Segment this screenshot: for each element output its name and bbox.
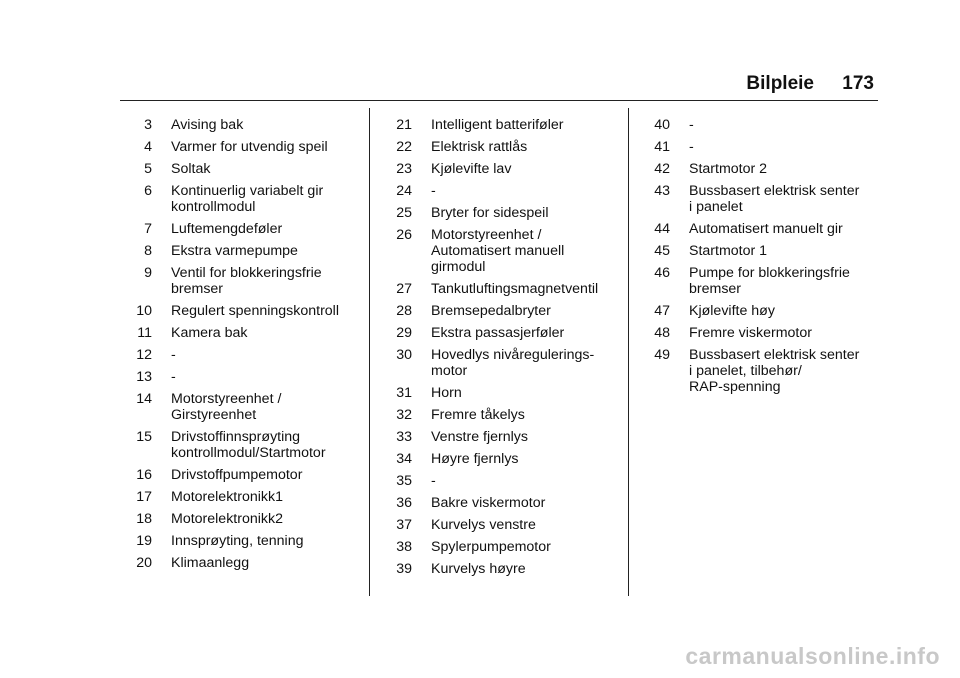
list-item (388, 517, 618, 533)
item-text: Bremsepedalbryter (431, 303, 551, 319)
fuse-list-column-3 (646, 117, 876, 401)
item-number: 26 (396, 227, 412, 243)
item-number: 20 (136, 555, 152, 571)
item-text: Fremre tåkelys (431, 407, 525, 423)
item-number: 13 (136, 369, 152, 385)
item-number: 28 (396, 303, 412, 319)
item-text: - (431, 473, 436, 489)
list-item (126, 243, 362, 259)
item-text: Bussbasert elektrisk senter i panelet, tilbehør/ RAP-spenning (689, 347, 860, 395)
item-text: Regulert spenningskontroll (171, 303, 339, 319)
list-item (388, 385, 618, 401)
item-text: Motorelektronikk1 (171, 489, 283, 505)
list-item (646, 221, 876, 237)
item-text: Venstre fjernlys (431, 429, 528, 445)
item-number: 9 (144, 265, 152, 281)
item-text: Kontinuerlig variabelt gir kontrollmodul (171, 183, 324, 215)
item-text: Bryter for sidespeil (431, 205, 549, 221)
page-title: Bilpleie (746, 73, 814, 94)
item-number: 37 (396, 517, 412, 533)
item-number: 42 (654, 161, 670, 177)
list-item (646, 183, 876, 215)
list-item (388, 429, 618, 445)
item-number: 47 (654, 303, 670, 319)
item-text: Klimaanlegg (171, 555, 250, 571)
list-item (388, 407, 618, 423)
item-number: 44 (654, 221, 670, 237)
list-item (646, 161, 876, 177)
item-text: Kjølevifte høy (689, 303, 775, 319)
item-number: 18 (136, 511, 152, 527)
item-text: - (689, 117, 694, 133)
item-number: 23 (396, 161, 412, 177)
list-item (126, 533, 362, 549)
item-number: 45 (654, 243, 670, 259)
item-number: 27 (396, 281, 412, 297)
item-text: - (431, 183, 436, 199)
item-text: Innsprøyting, tenning (171, 533, 304, 549)
item-number: 12 (136, 347, 152, 363)
item-number: 14 (136, 391, 152, 407)
item-text: Tankutluftingsmagnetventil (431, 281, 599, 297)
item-text: Motorstyreenhet / Girstyreenhet (171, 391, 282, 423)
list-item (646, 265, 876, 297)
item-text: Horn (431, 385, 462, 401)
item-text: Kurvelys høyre (431, 561, 526, 577)
item-text: Drivstoffinnsprøyting kontrollmodul/Startmotor (171, 429, 326, 461)
item-text: - (689, 139, 694, 155)
item-number: 25 (396, 205, 412, 221)
item-text: Bussbasert elektrisk senter i panelet (689, 183, 860, 215)
item-text: Fremre viskermotor (689, 325, 812, 341)
list-item (126, 347, 362, 363)
item-number: 24 (396, 183, 412, 199)
list-item (126, 325, 362, 341)
item-text: Automatisert manuelt gir (689, 221, 843, 237)
list-item (126, 391, 362, 423)
item-text: Startmotor 2 (689, 161, 768, 177)
item-text: Drivstoffpumpemotor (171, 467, 303, 483)
list-item (126, 161, 362, 177)
item-number: 30 (396, 347, 412, 363)
list-item (126, 369, 362, 385)
item-number: 43 (654, 183, 670, 199)
item-number: 3 (144, 117, 152, 133)
list-item (388, 205, 618, 221)
item-number: 22 (396, 139, 412, 155)
list-item (388, 561, 618, 577)
column-divider (369, 108, 370, 596)
item-number: 5 (144, 161, 152, 177)
list-item (126, 303, 362, 319)
item-number: 31 (396, 385, 412, 401)
item-number: 32 (396, 407, 412, 423)
list-item (388, 451, 618, 467)
item-text: Kamera bak (171, 325, 248, 341)
fuse-list-column-1 (126, 117, 362, 577)
list-item (646, 243, 876, 259)
list-item (388, 139, 618, 155)
item-text: Høyre fjernlys (431, 451, 519, 467)
item-text: Motorelektronikk2 (171, 511, 283, 527)
item-number: 39 (396, 561, 412, 577)
item-number: 8 (144, 243, 152, 259)
list-item (126, 265, 362, 297)
list-item (388, 117, 618, 133)
list-item (388, 227, 618, 275)
item-number: 6 (144, 183, 152, 199)
item-number: 29 (396, 325, 412, 341)
item-text: Startmotor 1 (689, 243, 768, 259)
item-number: 10 (136, 303, 152, 319)
list-item (388, 539, 618, 555)
item-number: 4 (144, 139, 152, 155)
item-number: 11 (137, 325, 152, 341)
item-text: Kurvelys venstre (431, 517, 536, 533)
item-number: 49 (654, 347, 670, 363)
item-number: 7 (144, 221, 152, 237)
item-text: - (171, 369, 176, 385)
list-item (388, 473, 618, 489)
item-text: Luftemengdeføler (171, 221, 283, 237)
list-item (646, 325, 876, 341)
list-item (126, 183, 362, 215)
item-text: Ekstra varmepumpe (171, 243, 298, 259)
list-item (388, 183, 618, 199)
list-item (388, 347, 618, 379)
item-number: 38 (396, 539, 412, 555)
list-item (126, 467, 362, 483)
list-item (126, 489, 362, 505)
item-number: 34 (396, 451, 412, 467)
item-text: Hovedlys nivåregulerings- motor (431, 347, 595, 379)
item-number: 15 (136, 429, 152, 445)
item-text: Ventil for blokkeringsfrie bremser (171, 265, 322, 297)
item-text: Pumpe for blokkeringsfrie bremser (689, 265, 850, 297)
item-number: 40 (654, 117, 670, 133)
item-text: Motorstyreenhet / Automatisert manuell girmodul (431, 227, 565, 275)
item-text: Spylerpumpemotor (431, 539, 551, 555)
item-number: 46 (654, 265, 670, 281)
list-item (388, 325, 618, 341)
list-item (126, 511, 362, 527)
item-number: 36 (396, 495, 412, 511)
list-item (646, 347, 876, 395)
item-text: Kjølevifte lav (431, 161, 512, 177)
item-text: Intelligent batteriføler (431, 117, 564, 133)
list-item (388, 281, 618, 297)
list-item (126, 117, 362, 133)
item-text: Avising bak (171, 117, 244, 133)
page-header (120, 70, 878, 101)
list-item (126, 555, 362, 571)
list-item (126, 139, 362, 155)
column-divider (628, 108, 629, 596)
item-text: Ekstra passasjerføler (431, 325, 565, 341)
item-text: Soltak (171, 161, 211, 177)
list-item (388, 161, 618, 177)
item-number: 48 (654, 325, 670, 341)
item-text: Elektrisk rattlås (431, 139, 528, 155)
item-text: Bakre viskermotor (431, 495, 546, 511)
item-number: 33 (396, 429, 412, 445)
watermark: carmanualsonline.info (685, 643, 940, 669)
page-number: 173 (842, 73, 874, 94)
item-number: 19 (136, 533, 152, 549)
list-item (126, 221, 362, 237)
fuse-list-column-2 (388, 117, 618, 583)
item-number: 41 (654, 139, 670, 155)
item-number: 16 (136, 467, 152, 483)
list-item (646, 117, 876, 133)
list-item (126, 429, 362, 461)
list-item (388, 495, 618, 511)
item-number: 17 (136, 489, 152, 505)
item-number: 35 (396, 473, 412, 489)
list-item (388, 303, 618, 319)
item-text: - (171, 347, 176, 363)
list-item (646, 139, 876, 155)
item-number: 21 (396, 117, 412, 133)
list-item (646, 303, 876, 319)
item-text: Varmer for utvendig speil (171, 139, 328, 155)
